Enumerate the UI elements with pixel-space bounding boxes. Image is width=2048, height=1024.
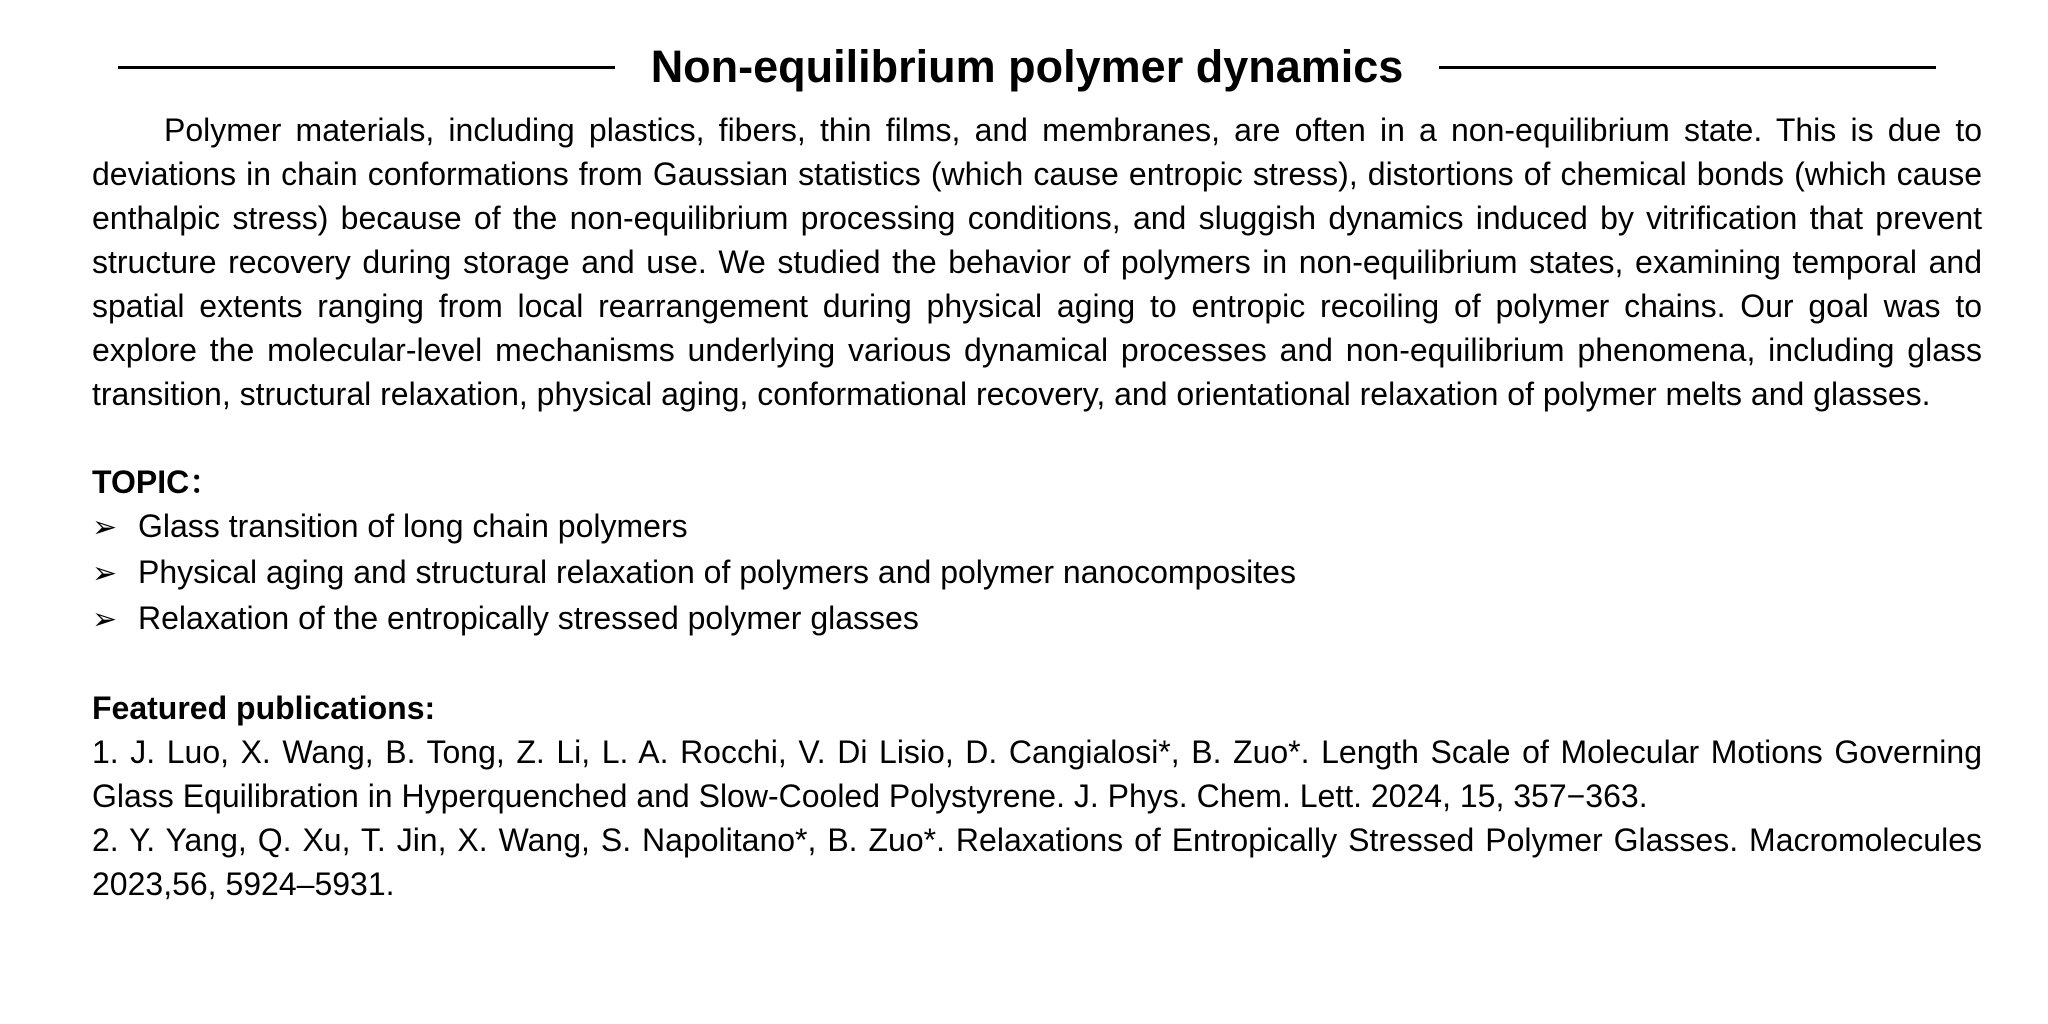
topic-item bbox=[92, 504, 1982, 550]
publications-heading: Featured publications: bbox=[92, 690, 436, 726]
topic-item bbox=[92, 596, 1982, 642]
publication-item: 1. J. Luo, X. Wang, B. Tong, Z. Li, L. A. Rocchi, V. Di Lisio, D. Cangialosi*, B. Zuo*. Length Scale of Molecular Motions Governing Glass Equilibration in Hyperquenched and Slow-Cooled Polystyrene. J. Phys. Chem. Lett. 2024, 15, 357−363. bbox=[92, 734, 1982, 814]
arrow-bullet-icon: ➢ bbox=[92, 557, 118, 590]
topic-item-text: Physical aging and structural relaxation of polymers and polymer nanocomposites bbox=[138, 554, 1296, 590]
arrow-bullet-icon: ➢ bbox=[92, 511, 118, 544]
topic-heading: TOPIC： bbox=[92, 464, 222, 500]
topic-list bbox=[92, 504, 1982, 642]
title-row bbox=[118, 32, 1936, 102]
document-body bbox=[92, 108, 1982, 906]
intro-paragraph: Polymer materials, including plastics, fibers, thin films, and membranes, are often in a non-equilibrium state. This is due to deviations in chain conformations from Gaussian statistics (which cause entropic stress), distortions of chemical bonds (which cause enthalpic stress) because of the non-equilibrium processing conditions, and sluggish dynamics induced by vitrification that prevent structure recovery during storage and use. We studied the behavior of polymers in non-equilibrium states, examining temporal and spatial extents ranging from local rearrangement during physical aging to entropic recoiling of polymer chains. Our goal was to explore the molecular-level mechanisms underlying various dynamical processes and non-equilibrium phenomena, including glass transition, structural relaxation, physical aging, conformational recovery, and orientational relaxation of polymer melts and glasses. bbox=[92, 112, 1982, 412]
topic-item bbox=[92, 550, 1982, 596]
page-title: Non-equilibrium polymer dynamics bbox=[650, 41, 1404, 92]
arrow-bullet-icon: ➢ bbox=[92, 603, 118, 636]
publication-item: 2. Y. Yang, Q. Xu, T. Jin, X. Wang, S. Napolitano*, B. Zuo*. Relaxations of Entropically Stressed Polymer Glasses. Macromolecules 2023,56, 5924–5931. bbox=[92, 822, 1982, 902]
title-left-rule bbox=[118, 66, 615, 69]
topic-item-text: Relaxation of the entropically stressed polymer glasses bbox=[138, 600, 919, 636]
title-right-rule bbox=[1439, 66, 1936, 69]
topic-item-text: Glass transition of long chain polymers bbox=[138, 508, 688, 544]
publication-list bbox=[92, 730, 1982, 906]
